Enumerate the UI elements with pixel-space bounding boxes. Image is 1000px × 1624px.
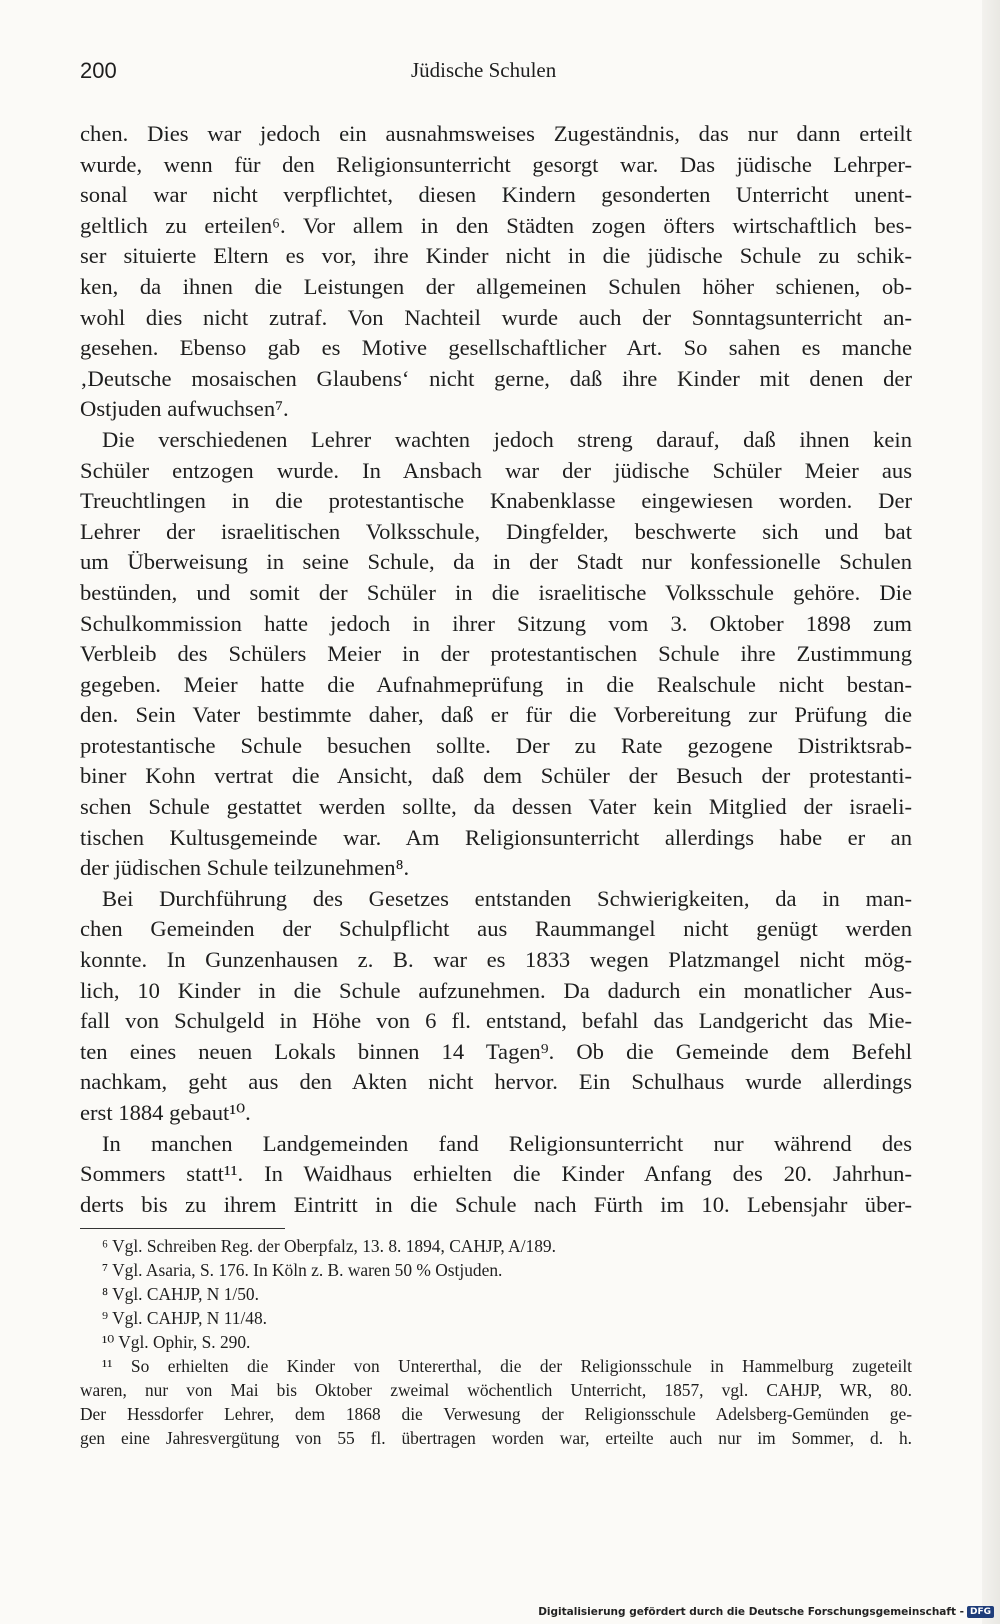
body-line: schen Schule gestattet werden sollte, da dessen Vater kein Mitglied der israeli- <box>80 794 912 820</box>
body-line: lich, 10 Kinder in die Schule aufzunehmen. Da dadurch ein monatlicher Aus- <box>80 977 912 1003</box>
body-text <box>80 119 912 1220</box>
body-line: ‚Deutsche mosaischen Glaubens‘ nicht gerne, daß ihre Kinder mit denen der <box>80 365 912 391</box>
footnote-line: ⁶ Vgl. Schreiben Reg. der Oberpfalz, 13. 8. 1894, CAHJP, A/189. <box>102 1236 556 1256</box>
body-line: der jüdischen Schule teilzunehmen⁸. <box>80 855 410 881</box>
body-line: geltlich zu erteilen⁶. Vor allem in den Städten zogen öfters wirtschaftlich bes- <box>80 212 912 238</box>
page-edge-shadow <box>982 0 1000 1624</box>
body-line: wohl dies nicht zutraf. Von Nachteil wurde auch der Sonntagsunterricht an- <box>80 304 912 330</box>
body-line: Schulkommission hatte jedoch in ihrer Sitzung vom 3. Oktober 1898 zum <box>80 610 912 636</box>
footnote-line: ¹⁰ Vgl. Ophir, S. 290. <box>102 1332 251 1352</box>
body-line: Schüler entzogen wurde. In Ansbach war der jüdische Schüler Meier aus <box>80 457 912 483</box>
body-line: Die verschiedenen Lehrer wachten jedoch streng darauf, daß ihnen kein <box>102 426 912 452</box>
body-line: um Überweisung in seine Schule, da in der Stadt nur konfessionelle Schulen <box>80 549 912 575</box>
footnote-line: ⁹ Vgl. CAHJP, N 11/48. <box>102 1308 268 1328</box>
body-line: sonal war nicht verpflichtet, diesen Kindern gesonderten Unterricht unent- <box>80 182 912 208</box>
dfg-logo: DFG <box>967 1606 994 1618</box>
page-header <box>80 58 912 92</box>
footnote-line: ⁷ Vgl. Asaria, S. 176. In Köln z. B. waren 50 % Ostjuden. <box>102 1260 503 1280</box>
footnotes <box>80 1234 912 1450</box>
funding-note: Digitalisierung gefördert durch die Deutsche Forschungsgemeinschaft - <box>538 1606 964 1618</box>
footnote-line: Der Hessdorfer Lehrer, dem 1868 die Verwesung der Religionsschule Adelsberg-Gemünden ge- <box>80 1404 912 1424</box>
body-line: tischen Kultusgemeinde war. Am Religionsunterricht allerdings habe er an <box>80 824 912 850</box>
footnote-line: waren, nur von Mai bis Oktober zweimal wöchentlich Unterricht, 1857, vgl. CAHJP, WR, 80. <box>80 1380 912 1400</box>
footnote-line: gen eine Jahresvergütung von 55 fl. übertragen worden war, erteilte auch nur im Sommer, d. h. <box>80 1428 912 1448</box>
body-line: chen. Dies war jedoch ein ausnahmsweises Zugeständnis, das nur dann erteilt <box>80 121 912 146</box>
body-line: Sommers statt¹¹. In Waidhaus erhielten die Kinder Anfang des 20. Jahrhun- <box>80 1161 912 1187</box>
body-line: erst 1884 gebaut¹⁰. <box>80 1100 251 1125</box>
body-line: bestünden, und somit der Schüler in die israelitische Volksschule gehöre. Die <box>80 579 912 605</box>
body-line: chen Gemeinden der Schulpflicht aus Raummangel nicht genügt werden <box>80 916 912 942</box>
body-line: ken, da ihnen die Leistungen der allgemeinen Schulen höher schienen, ob- <box>80 273 912 299</box>
body-line: In manchen Landgemeinden fand Religionsunterricht nur während des <box>102 1130 912 1156</box>
body-line: konnte. In Gunzenhausen z. B. war es 1833 wegen Platzmangel nicht mög- <box>80 947 912 973</box>
body-line: fall von Schulgeld in Höhe von 6 fl. entstand, befahl das Landgericht das Mie- <box>80 1008 912 1034</box>
body-line: gegeben. Meier hatte die Aufnahmeprüfung in die Realschule nicht bestan- <box>80 671 912 697</box>
body-line: Treuchtlingen in die protestantische Knabenklasse eingewiesen worden. Der <box>80 488 912 514</box>
body-line: nachkam, geht aus den Akten nicht hervor. Ein Schulhaus wurde allerdings <box>80 1069 912 1095</box>
body-line: wurde, wenn für den Religionsunterricht gesorgt war. Das jüdische Lehrper- <box>80 151 912 177</box>
body-line: Verbleib des Schülers Meier in der protestantischen Schule ihre Zustimmung <box>80 641 912 667</box>
footnote-divider <box>80 1228 285 1229</box>
body-line: Ostjuden aufwuchsen⁷. <box>80 396 289 422</box>
body-line: gesehen. Ebenso gab es Motive gesellschaftlicher Art. So sahen es manche <box>80 335 912 361</box>
body-line: den. Sein Vater bestimmte daher, daß er für die Vorbereitung zur Prüfung die <box>80 702 912 728</box>
body-line: ten eines neuen Lokals binnen 14 Tagen⁹. Ob die Gemeinde dem Befehl <box>80 1038 912 1064</box>
footnote-line: ⁸ Vgl. CAHJP, N 1/50. <box>102 1284 259 1304</box>
body-line: ser situierte Eltern es vor, ihre Kinder nicht in die jüdische Schule zu schik- <box>80 243 912 269</box>
footnote-line: ¹¹ So erhielten die Kinder von Untererthal, die der Religionsschule in Hammelburg zugeteilt <box>102 1356 912 1376</box>
running-head: Jüdische Schulen <box>411 58 557 82</box>
body-line: biner Kohn vertrat die Ansicht, daß dem Schüler der Besuch der protestanti- <box>80 763 912 789</box>
body-line: Lehrer der israelitischen Volksschule, Dingfelder, beschwerte sich und bat <box>80 518 912 544</box>
body-line: derts bis zu ihrem Eintritt in die Schule nach Fürth im 10. Lebensjahr über- <box>80 1191 912 1217</box>
digitization-footer <box>538 1606 994 1618</box>
body-line: Bei Durchführung des Gesetzes entstanden Schwierigkeiten, da in man- <box>102 885 912 911</box>
page-number: 200 <box>80 58 117 83</box>
body-line: protestantische Schule besuchen sollte. Der zu Rate gezogene Distriktsrab- <box>80 732 912 758</box>
